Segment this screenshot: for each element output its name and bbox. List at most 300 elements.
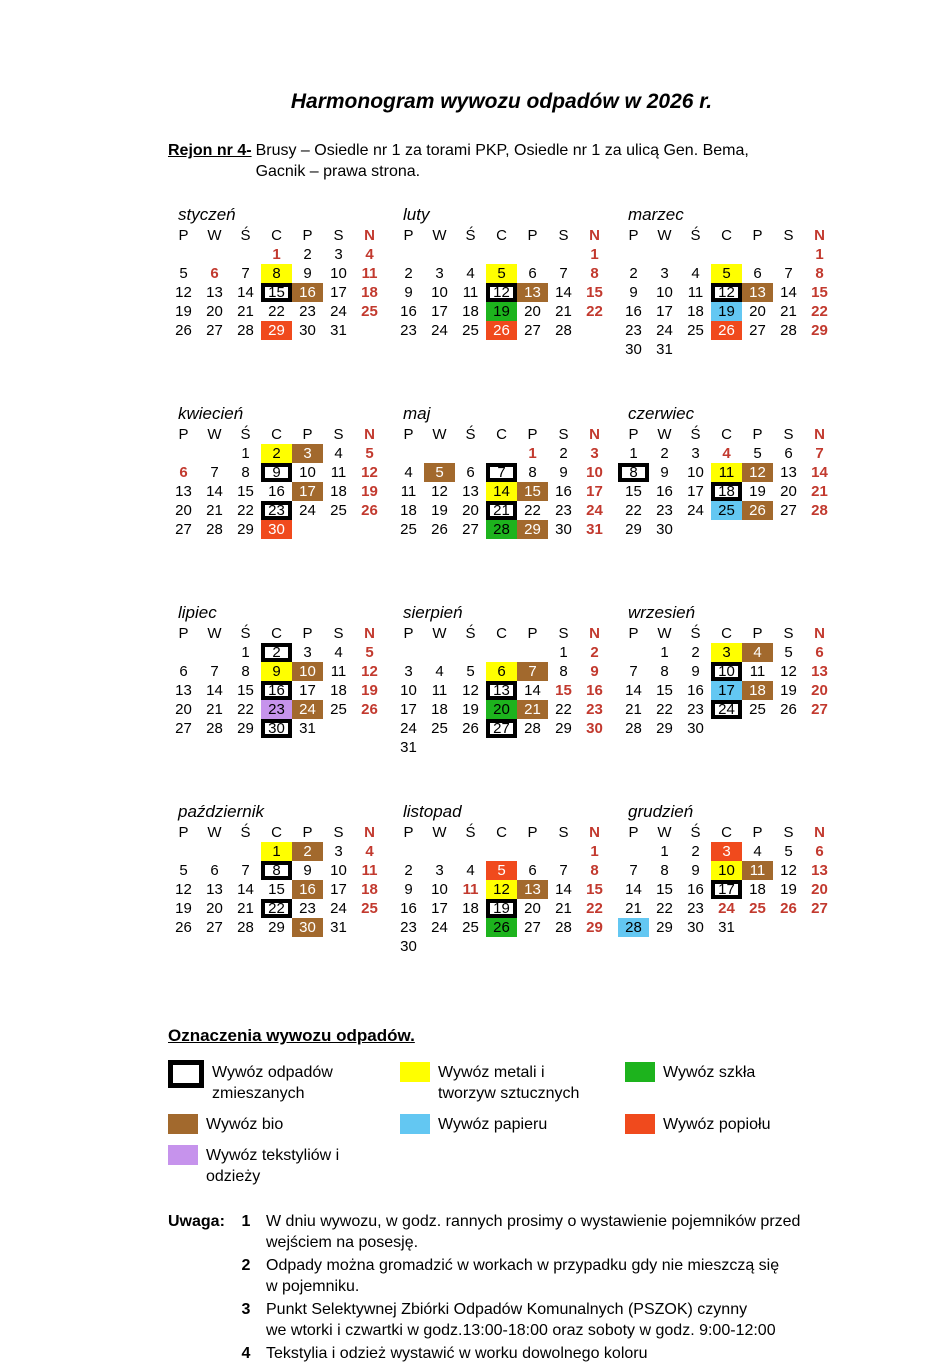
day-cell: 12 (780, 862, 797, 879)
weekday-header: P (302, 227, 313, 244)
day-cell: 17 (400, 701, 417, 718)
day-cell: 9 (404, 284, 413, 301)
day-cell: 20 (524, 303, 541, 320)
day-cell: 6 (486, 662, 517, 681)
day-cell: 2 (691, 644, 700, 661)
weekday-header: N (589, 227, 600, 244)
month-title: czerwiec (628, 404, 695, 423)
day-cell: 2 (660, 445, 669, 462)
weekday-header: P (628, 426, 639, 443)
legend-label: Wywóz bio (206, 1116, 284, 1133)
day-cell: 25 (361, 900, 378, 917)
day-cell: 19 (462, 701, 479, 718)
weekday-header: P (178, 426, 189, 443)
day-cell: 11 (330, 663, 347, 680)
day-cell: 13 (175, 682, 192, 699)
weekday-header: C (721, 824, 732, 841)
day-cell: 10 (656, 284, 673, 301)
day-cell: 17 (586, 483, 603, 500)
day-cell: 12 (486, 880, 517, 899)
weekday-header: N (589, 426, 600, 443)
weekday-header: W (207, 227, 222, 244)
day-cell: 7 (629, 862, 638, 879)
day-cell: 8 (590, 862, 599, 879)
empty-cell (424, 643, 455, 662)
empty-cell (486, 643, 517, 662)
day-cell: 26 (431, 521, 448, 538)
day-cell: 28 (555, 322, 572, 339)
month-day-grid (393, 823, 610, 956)
day-cell: 23 (687, 701, 704, 718)
weekday-header: N (814, 625, 825, 642)
day-cell: 12 (486, 283, 517, 302)
day-cell: 16 (268, 483, 285, 500)
note-uwaga-label: Uwaga: (168, 1213, 225, 1230)
day-cell: 31 (330, 322, 347, 339)
day-cell: 12 (780, 663, 797, 680)
day-cell: 15 (517, 482, 548, 501)
day-cell: 8 (815, 265, 824, 282)
day-cell: 30 (261, 719, 292, 738)
weekday-header: N (364, 625, 375, 642)
day-cell: 29 (656, 919, 673, 936)
day-cell: 22 (555, 701, 572, 718)
legend-label: Wywóz odpadów zmieszanych (212, 1064, 333, 1102)
note-number: 1 (241, 1213, 251, 1230)
region-label: Rejon nr 4- (168, 142, 252, 159)
month-day-grid (168, 226, 385, 340)
day-cell: 17 (687, 483, 704, 500)
day-cell: 28 (625, 720, 642, 737)
day-cell: 25 (330, 502, 347, 519)
weekday-header: W (432, 426, 447, 443)
weekday-header: P (527, 824, 538, 841)
weekday-header: P (403, 824, 414, 841)
month-day-grid (168, 425, 385, 539)
day-cell: 10 (400, 682, 417, 699)
day-cell: 9 (404, 881, 413, 898)
day-cell: 19 (431, 502, 448, 519)
month-title: lipiec (178, 603, 217, 622)
day-cell: 14 (625, 881, 642, 898)
day-cell: 4 (334, 644, 343, 661)
day-cell: 13 (780, 464, 797, 481)
weekday-header: S (558, 625, 569, 642)
day-cell: 10 (431, 881, 448, 898)
day-cell: 3 (404, 663, 413, 680)
day-cell: 11 (361, 265, 378, 282)
legend-label: Wywóz tekstyliów i odzieży (206, 1147, 340, 1185)
day-cell: 22 (811, 303, 828, 320)
empty-cell (230, 245, 261, 264)
day-cell: 12 (742, 463, 773, 482)
weekday-header: W (657, 625, 672, 642)
day-cell: 24 (711, 700, 742, 719)
day-cell: 15 (555, 682, 572, 699)
day-cell: 3 (435, 862, 444, 879)
region-text: Brusy – Osiedle nr 1 za torami PKP, Osiedle nr 1 za ulicą Gen. Bema, Gacnik – prawa strona. (255, 142, 749, 180)
day-cell: 15 (261, 283, 292, 302)
day-cell: 30 (625, 341, 642, 358)
day-cell: 5 (753, 445, 762, 462)
day-cell: 3 (711, 842, 742, 861)
day-cell: 16 (687, 682, 704, 699)
day-cell: 7 (241, 265, 250, 282)
day-cell: 22 (586, 303, 603, 320)
day-cell: 22 (656, 900, 673, 917)
day-cell: 2 (691, 843, 700, 860)
empty-cell (393, 643, 424, 662)
day-cell: 23 (261, 700, 292, 719)
day-cell: 24 (330, 900, 347, 917)
month-listopad (393, 801, 610, 1000)
day-cell: 13 (742, 283, 773, 302)
day-cell: 3 (660, 265, 669, 282)
day-cell: 29 (517, 520, 548, 539)
day-cell: 21 (206, 502, 223, 519)
weekday-header: Ś (690, 625, 701, 642)
day-cell: 16 (555, 483, 572, 500)
legend-item-bio (168, 1114, 400, 1135)
empty-cell (199, 643, 230, 662)
empty-cell (168, 842, 199, 861)
month-kwiecień (168, 403, 385, 602)
day-cell: 30 (292, 918, 323, 937)
day-cell: 17 (299, 682, 316, 699)
day-cell: 1 (590, 843, 599, 860)
weekday-header: Ś (465, 824, 476, 841)
day-cell: 20 (749, 303, 766, 320)
day-cell: 16 (261, 681, 292, 700)
day-cell: 11 (711, 463, 742, 482)
weekday-header: N (589, 625, 600, 642)
day-cell: 13 (486, 681, 517, 700)
day-cell: 26 (711, 321, 742, 340)
day-cell: 13 (206, 284, 223, 301)
notes (168, 1211, 858, 1364)
day-cell: 7 (486, 463, 517, 482)
day-cell: 20 (462, 502, 479, 519)
month-październik (168, 801, 385, 1000)
day-cell: 16 (292, 283, 323, 302)
day-cell: 14 (555, 284, 572, 301)
day-cell: 7 (559, 862, 568, 879)
day-cell: 30 (555, 521, 572, 538)
page-content (168, 90, 835, 1364)
empty-cell (773, 245, 804, 264)
weekday-header: Ś (690, 227, 701, 244)
day-cell: 4 (753, 843, 762, 860)
day-cell: 27 (811, 900, 828, 917)
day-cell: 5 (179, 265, 188, 282)
day-cell: 21 (237, 900, 254, 917)
day-cell: 22 (625, 502, 642, 519)
weekday-header: P (628, 227, 639, 244)
day-cell: 6 (179, 663, 188, 680)
day-cell: 23 (555, 502, 572, 519)
day-cell: 24 (431, 919, 448, 936)
day-cell: 9 (629, 284, 638, 301)
day-cell: 22 (586, 900, 603, 917)
month-day-grid (393, 624, 610, 757)
day-cell: 20 (175, 502, 192, 519)
day-cell: 1 (241, 445, 250, 462)
legend-item-paper (400, 1114, 625, 1135)
month-grudzień (618, 801, 835, 1000)
month-day-grid (618, 823, 835, 937)
month-day-grid (618, 226, 835, 359)
empty-cell (618, 842, 649, 861)
day-cell: 31 (299, 720, 316, 737)
day-cell: 24 (431, 322, 448, 339)
day-cell: 14 (486, 482, 517, 501)
day-cell: 17 (292, 482, 323, 501)
day-cell: 5 (784, 644, 793, 661)
day-cell: 25 (711, 501, 742, 520)
day-cell: 3 (303, 644, 312, 661)
day-cell: 14 (206, 682, 223, 699)
day-cell: 28 (780, 322, 797, 339)
legend-item-metals (400, 1062, 625, 1104)
day-cell: 2 (404, 265, 413, 282)
day-cell: 29 (237, 720, 254, 737)
day-cell: 23 (299, 303, 316, 320)
day-cell: 24 (330, 303, 347, 320)
day-cell: 20 (811, 682, 828, 699)
day-cell: 14 (206, 483, 223, 500)
weekday-header: S (333, 824, 344, 841)
day-cell: 8 (559, 663, 568, 680)
empty-cell (168, 444, 199, 463)
day-cell: 4 (365, 843, 374, 860)
day-cell: 16 (625, 303, 642, 320)
day-cell: 17 (711, 681, 742, 700)
weekday-header: S (333, 426, 344, 443)
legend-item-textiles (168, 1145, 400, 1187)
weekday-header: Ś (465, 426, 476, 443)
weekday-header: Ś (240, 824, 251, 841)
day-cell: 12 (175, 881, 192, 898)
weekday-header: P (178, 625, 189, 642)
day-cell: 21 (625, 701, 642, 718)
day-cell: 30 (299, 322, 316, 339)
day-cell: 9 (691, 663, 700, 680)
day-cell: 7 (784, 265, 793, 282)
month-day-grid (168, 823, 385, 937)
day-cell: 26 (462, 720, 479, 737)
day-cell: 27 (206, 322, 223, 339)
weekday-header: N (364, 227, 375, 244)
month-czerwiec (618, 403, 835, 602)
empty-cell (199, 444, 230, 463)
day-cell: 21 (555, 303, 572, 320)
month-title: kwiecień (178, 404, 244, 423)
empty-cell (393, 842, 424, 861)
day-cell: 20 (206, 900, 223, 917)
day-cell: 19 (711, 302, 742, 321)
day-cell: 24 (292, 700, 323, 719)
empty-cell (486, 444, 517, 463)
day-cell: 13 (206, 881, 223, 898)
day-cell: 31 (400, 739, 417, 756)
day-cell: 28 (811, 502, 828, 519)
day-cell: 29 (586, 919, 603, 936)
weekday-header: N (814, 824, 825, 841)
day-cell: 31 (718, 919, 735, 936)
day-cell: 3 (691, 445, 700, 462)
legend-label: Wywóz metali i tworzyw sztucznych (438, 1064, 580, 1102)
day-cell: 9 (660, 464, 669, 481)
day-cell: 9 (559, 464, 568, 481)
day-cell: 10 (431, 284, 448, 301)
weekday-header: P (178, 824, 189, 841)
month-day-grid (393, 425, 610, 539)
day-cell: 11 (330, 464, 347, 481)
empty-cell (517, 842, 548, 861)
day-cell: 27 (524, 322, 541, 339)
weekday-header: C (271, 227, 282, 244)
day-cell: 15 (586, 284, 603, 301)
day-cell: 15 (656, 682, 673, 699)
month-title: grudzień (628, 802, 694, 821)
day-cell: 16 (687, 881, 704, 898)
empty-cell (168, 245, 199, 264)
day-cell: 19 (486, 899, 517, 918)
day-cell: 29 (237, 521, 254, 538)
day-cell: 22 (237, 502, 254, 519)
day-cell: 27 (206, 919, 223, 936)
day-cell: 19 (361, 682, 378, 699)
day-cell: 15 (268, 881, 285, 898)
day-cell: 11 (749, 663, 766, 680)
weekday-header: P (302, 426, 313, 443)
day-cell: 22 (656, 701, 673, 718)
weekday-header: P (752, 227, 763, 244)
day-cell: 9 (303, 862, 312, 879)
weekday-header: N (364, 426, 375, 443)
day-cell: 14 (524, 682, 541, 699)
month-day-grid (618, 425, 835, 539)
day-cell: 16 (656, 483, 673, 500)
weekday-header: C (496, 426, 507, 443)
day-cell: 25 (400, 521, 417, 538)
day-cell: 3 (334, 843, 343, 860)
empty-cell (548, 245, 579, 264)
day-cell: 12 (711, 283, 742, 302)
day-cell: 19 (780, 881, 797, 898)
day-cell: 24 (718, 900, 735, 917)
day-cell: 18 (361, 284, 378, 301)
day-cell: 11 (431, 682, 448, 699)
weekday-header: P (178, 227, 189, 244)
weekday-header: P (302, 824, 313, 841)
legend-swatch-paper (400, 1114, 430, 1134)
legend-label: Wywóz papieru (438, 1116, 548, 1133)
day-cell: 2 (404, 862, 413, 879)
day-cell: 17 (330, 881, 347, 898)
day-cell: 25 (462, 919, 479, 936)
legend-item-mixed (168, 1062, 400, 1104)
day-cell: 2 (261, 444, 292, 463)
day-cell: 8 (660, 862, 669, 879)
day-cell: 26 (486, 321, 517, 340)
month-luty (393, 204, 610, 403)
day-cell: 17 (711, 880, 742, 899)
day-cell: 11 (361, 862, 378, 879)
day-cell: 3 (711, 643, 742, 662)
month-marzec (618, 204, 835, 403)
day-cell: 30 (656, 521, 673, 538)
day-cell: 27 (462, 521, 479, 538)
day-cell: 23 (400, 919, 417, 936)
day-cell: 21 (486, 501, 517, 520)
weekday-header: W (207, 824, 222, 841)
weekday-header: Ś (690, 824, 701, 841)
day-cell: 26 (780, 900, 797, 917)
month-title: listopad (403, 802, 462, 821)
weekday-header: C (721, 227, 732, 244)
day-cell: 19 (780, 682, 797, 699)
note-uwaga-label (168, 1255, 230, 1297)
empty-cell (618, 643, 649, 662)
note-text: Tekstylia i odzież wystawić w worku dowolnego koloru (266, 1345, 648, 1362)
day-cell: 22 (524, 502, 541, 519)
day-cell: 31 (586, 521, 603, 538)
empty-cell (455, 643, 486, 662)
weekday-header: S (783, 227, 794, 244)
weekday-header: C (721, 426, 732, 443)
empty-cell (393, 444, 424, 463)
day-cell: 27 (175, 720, 192, 737)
weekday-header: S (783, 824, 794, 841)
legend-label: Wywóz szkła (663, 1064, 756, 1081)
month-title: luty (403, 205, 430, 224)
day-cell: 23 (299, 900, 316, 917)
day-cell: 20 (175, 701, 192, 718)
day-cell: 19 (749, 483, 766, 500)
empty-cell (517, 643, 548, 662)
day-cell: 18 (687, 303, 704, 320)
day-cell: 11 (462, 881, 479, 898)
day-cell: 12 (462, 682, 479, 699)
day-cell: 8 (241, 464, 250, 481)
day-cell: 26 (361, 701, 378, 718)
region-line (168, 140, 788, 182)
day-cell: 8 (618, 463, 649, 482)
day-cell: 20 (486, 700, 517, 719)
day-cell: 13 (462, 483, 479, 500)
day-cell: 27 (486, 719, 517, 738)
day-cell: 19 (175, 900, 192, 917)
day-cell: 1 (272, 246, 281, 263)
day-cell: 28 (237, 322, 254, 339)
empty-cell (168, 643, 199, 662)
note-uwaga-label (168, 1343, 230, 1364)
day-cell: 19 (486, 302, 517, 321)
day-cell: 14 (811, 464, 828, 481)
day-cell: 5 (365, 445, 374, 462)
weekday-header: C (496, 227, 507, 244)
day-cell: 5 (424, 463, 455, 482)
day-cell: 27 (175, 521, 192, 538)
day-cell: 28 (486, 520, 517, 539)
day-cell: 8 (660, 663, 669, 680)
empty-cell (199, 842, 230, 861)
day-cell: 13 (517, 283, 548, 302)
day-cell: 18 (749, 881, 766, 898)
day-cell: 6 (466, 464, 475, 481)
day-cell: 29 (268, 919, 285, 936)
